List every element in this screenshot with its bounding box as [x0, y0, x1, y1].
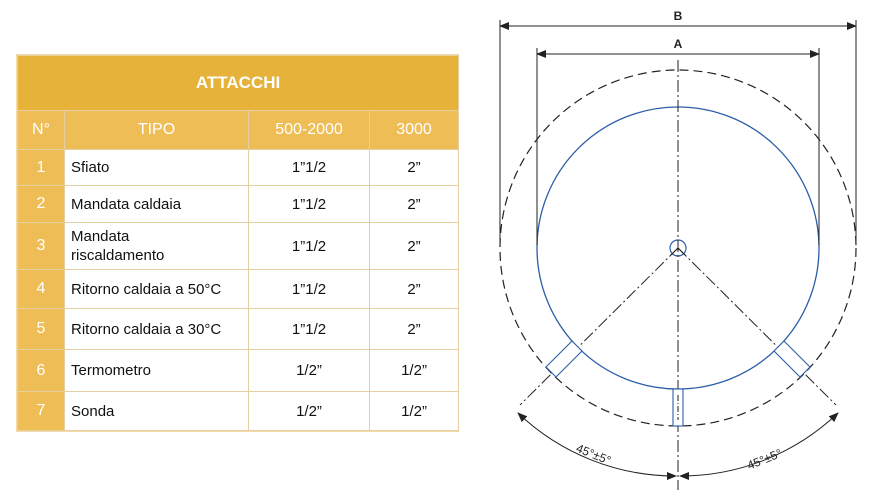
- row-value-500-2000: 1”1/2: [249, 270, 370, 309]
- row-value-500-2000: 1”1/2: [249, 150, 370, 186]
- row-value-3000: 2”: [370, 309, 459, 350]
- row-num: 6: [18, 350, 65, 392]
- dimension-b-label: B: [673, 9, 683, 23]
- row-num: 4: [18, 270, 65, 309]
- table-title: ATTACCHI: [18, 56, 459, 111]
- row-num: 3: [18, 223, 65, 270]
- row-tipo-line1: Mandata: [71, 228, 130, 245]
- row-value-500-2000: 1/2”: [249, 392, 370, 431]
- dimension-a-label: A: [673, 37, 683, 51]
- row-tipo: Termometro: [65, 350, 249, 392]
- row-value-3000: 1/2”: [370, 350, 459, 392]
- angle-label-left: 45°±5°: [574, 441, 613, 468]
- connection-stub-right: [774, 341, 810, 377]
- row-num: 1: [18, 150, 65, 186]
- row-value-500-2000: 1”1/2: [249, 186, 370, 223]
- row-value-500-2000: 1/2”: [249, 350, 370, 392]
- connection-stub-left: [546, 341, 582, 377]
- row-tipo: Ritorno caldaia a 50°C: [65, 270, 249, 309]
- row-tipo: Ritorno caldaia a 30°C: [65, 309, 249, 350]
- header-3000: 3000: [370, 111, 459, 150]
- row-num: 2: [18, 186, 65, 223]
- row-value-3000: 2”: [370, 150, 459, 186]
- row-value-500-2000: 1”1/2: [249, 223, 370, 270]
- row-num: 5: [18, 309, 65, 350]
- angle-label-right: 45°±5°: [745, 446, 784, 473]
- header-num: N°: [18, 111, 65, 150]
- row-value-500-2000: 1”1/2: [249, 309, 370, 350]
- row-value-3000: 2”: [370, 223, 459, 270]
- row-value-3000: 2”: [370, 270, 459, 309]
- row-tipo-line2: riscaldamento: [71, 247, 165, 264]
- right-angled-centerline: [678, 248, 836, 405]
- row-value-3000: 1/2”: [370, 392, 459, 431]
- header-500-2000: 500-2000: [249, 111, 370, 150]
- row-tipo: Sfiato: [65, 150, 249, 186]
- row-value-3000: 2”: [370, 186, 459, 223]
- angle-dimension-arc-left: [518, 413, 676, 476]
- left-angled-centerline: [520, 248, 678, 405]
- row-num: 7: [18, 392, 65, 431]
- header-tipo: TIPO: [65, 111, 249, 150]
- row-tipo: Sonda: [65, 392, 249, 431]
- row-tipo: Mandata caldaia: [65, 186, 249, 223]
- connection-stub-bottom: [673, 389, 683, 426]
